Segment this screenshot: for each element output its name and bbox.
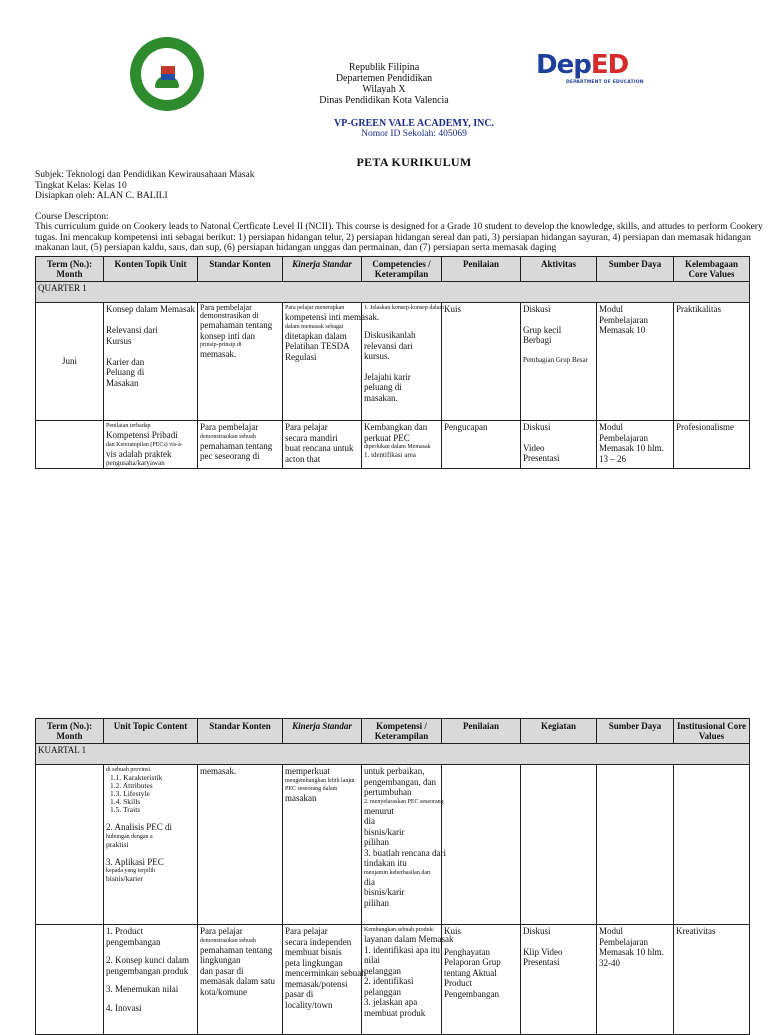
curriculum-table-1 [35,256,750,469]
month-cell: Juni [36,303,104,421]
text-line: 2. Analisis PEC di [106,822,173,832]
seal-flag-stripe [161,74,175,80]
assessment-cell [442,765,521,925]
month-cell [36,765,104,925]
col-header-resources: Sumber Daya [597,719,674,744]
seal-inner [141,48,193,100]
text-line: 4. Inovasi [106,1002,142,1013]
topic-cell [104,765,198,925]
table-row [36,303,750,421]
content-standard-cell [198,421,283,469]
text-line: mengembangkan lebih lanjut [285,777,355,784]
core-values-cell [674,765,750,925]
text-line: konsep inti dan [200,330,255,341]
quarter-label: KUARTAL 1 [36,744,750,765]
text-line: demonstrasikan sebuah [200,937,256,944]
text-line: Para pembelajar [200,422,259,432]
text-line: layanan dalam Memasak [364,934,454,944]
text-line: Berbagi [523,335,552,345]
text-line: Kuis [444,926,462,936]
activities-cell [521,421,597,469]
col-header-term: Term (No.): Month [36,257,104,282]
topic-cell [104,925,198,1035]
quarter-row [36,744,750,765]
month-cell [36,925,104,1035]
topic-line: Peluang di [106,367,145,377]
text-line: pilihan [364,897,389,908]
col-header-performance-standard: Kinerja Standar [283,719,362,744]
text-line: dia [364,816,375,826]
competencies-cell [362,765,446,925]
text-line: menurut [364,805,394,816]
text-line: masakan [285,792,317,803]
text-line: 3. Menemukan nilai [106,984,179,994]
text-line: Regulasi [285,351,317,362]
topic-line: Konsep dalam Memasak [106,304,195,314]
content-standard-cell [198,303,283,421]
performance-standard-cell [283,925,366,1035]
table-header-row [36,719,750,744]
text-line: demonstrasikan di [200,311,259,320]
text-line: Penilaian terhadap [106,423,151,429]
col-header-core-values: Institusional Core Values [674,719,750,744]
letterhead-line: Departemen Pendidikan [335,73,433,84]
list-item: 1.4. Skills [110,797,141,806]
resources-cell: Modul Pembelajaran Memasak 10 [597,303,674,421]
text-line: Pengembangan [444,988,499,999]
text-line: perkuat PEC [364,432,410,443]
grade-line: Tingkat Kelas: Kelas 10 [35,180,127,191]
course-description-text: This curriculum guide on Cookery leads to Natonal Certficate Level II (NCII). This course is designed for a Grade 10 student to develop the knowledge, skills, and attudes to perform Cookery tugas. Ini mencakup kompetensi inti sebagai berikut: 1) persiapan hidangan telur, 2) persiapan hidangan sereal dan pati, 3) persiapan hidangan sayuran, 4) persiapan dan memasak hidangan makanan laut, (5) persiapan kaldu, saus, dan sup, (6) persiapan hidangan unggas dan permainan, dan (7) persiapan serta memasak daging [35,222,763,253]
col-header-assessment: Penilaian [442,257,521,282]
prepared-by-line: Disiapkan oleh: ALAN C. BALILI [35,191,168,201]
col-header-resources: Sumber Daya [597,257,674,282]
text-line: pelanggan [364,965,401,976]
school-seal-logo [130,37,204,111]
document-meta [35,170,765,254]
school-name: VP-GREEN VALE ACADEMY, INC. [333,118,495,129]
topic-line: Masakan [106,377,139,388]
text-line: Kembangkan dan [364,422,428,432]
text-line: mencerminkan sebuah [285,968,366,978]
text-line: 2. identifikasi [364,976,414,986]
core-values-cell: Profesionalisme [674,421,750,469]
list-item: 1.5. Traits [110,805,141,814]
text-line: Jelajahi karir [364,371,411,382]
col-header-term: Term (No.): Month [36,719,104,744]
text-line: Presentasi [523,957,560,967]
text-line: peta lingkungan [285,957,343,968]
col-header-performance-standard: Kinerja Standar [283,257,362,282]
col-header-core-values: Kelembagaan Core Values [674,257,750,282]
text-line: Klip Video [523,946,563,957]
topic-line: Kursus [106,335,132,346]
resources-cell: Modul Pembelajaran Memasak 10 hlm. 32-40 [597,925,674,1035]
page-title: PETA KURIKULUM [356,155,472,169]
text-line: Para pelajar [285,926,328,936]
text-line: prinsip-prinsip di [200,342,242,348]
text-line: Diskusikanlah [364,330,416,340]
text-line: relevansi dari [364,340,413,351]
text-line: Kembangkan sebuah produk/ [364,927,435,933]
text-line: vis adalah praktek [106,448,172,459]
text-line: pengembangan [106,936,161,947]
text-line: pemahaman tentang [200,944,273,955]
core-values-cell: Praktikalitas [674,303,750,421]
text-line: memasak/potensi [285,978,348,989]
topic-line [106,315,195,326]
text-line: bisnis/karier [106,874,144,883]
col-header-competencies: Competencies / Keterampilan [362,257,442,282]
text-line: pemahaman tentang [200,440,273,451]
subject-line: Subjek: Teknologi dan Pendidikan Kewirausahaan Masak [35,170,255,180]
text-line: Pengucapan [444,422,488,432]
text-line: pengembangan produk [106,965,189,976]
text-line: kepada yang terpilih [106,868,155,874]
text-line: demonstrasikan sebuah [200,433,256,440]
text-line: hubungan dengan a [106,833,153,840]
text-line: Diskusi [523,304,551,314]
quarter-row [36,282,750,303]
text-line: Diskusi [523,422,551,432]
text-line: dan pasar di [200,965,244,976]
text-line: kompetensi inti memasak. [285,312,380,322]
col-header-topic: Unit Topic Content [104,719,198,744]
text-line: nilai [364,955,380,965]
text-line: Pembagian Grup Besar [523,355,588,364]
text-line: ditetapkan dalam [285,330,347,341]
school-id: Nomor ID Sekolah: 405069 [361,129,467,139]
text-line: memasak dalam satu [200,976,275,986]
resources-cell [597,765,674,925]
assessment-cell: Kuis [442,303,521,421]
text-line: secara mandiri [285,432,338,443]
col-header-activities: Aktivitas [521,257,597,282]
letterhead [300,62,468,106]
text-line: Para pembelajar [200,303,252,312]
content-standard-cell: memasak. [198,765,283,925]
text-line: pemahaman tentang [200,320,273,330]
text-line: pengusaha/karyawan [106,459,165,467]
col-header-topic: Konten Topik Unit [104,257,198,282]
text-line: Product [444,978,472,988]
competencies-cell [362,421,442,469]
text-line: menjamin keberhasilan dari [364,869,431,876]
text-line: pilihan [364,837,389,847]
text-line: acton that [285,453,321,464]
table-header-row [36,257,750,282]
list-item: 1.3. Lifestyle [110,789,150,798]
list-item: 1.2. Attributes [110,781,153,790]
month-cell [36,421,104,469]
text-line: lingkungan [200,955,241,965]
text-line: pengembangan, dan [364,776,436,787]
text-line: 1. identifikasi apa itu [364,944,440,955]
seal-flag-icon [161,66,175,74]
text-line: Penghayatan [444,946,490,957]
text-line: memperkuat [285,766,330,776]
col-header-assessment: Penilaian [442,719,521,744]
text-line: 2. Konsep kunci dalam [106,955,189,965]
text-line: Para pelajar menerapkan [285,305,345,311]
text-line: pelanggan [364,986,401,997]
text-line: 3. jelaskan apa [364,997,418,1007]
text-line: Para pelajar [285,422,328,432]
topic-cell [104,303,198,421]
text-line: tentang Aktual [444,967,497,978]
text-line: Diskusi [523,926,551,936]
text-line: dia [364,876,375,887]
topic-cell [104,421,198,469]
text-line: bisnis/karir [364,887,405,897]
text-line: 3. buatlah rencana dari [364,847,446,858]
text-line: Para pelajar [200,926,243,936]
text-line: memasak. [200,349,237,359]
text-line: peluang di [364,382,402,392]
topic-line: Relevansi dari [106,325,158,335]
text-line: buat rencana untuk [285,443,354,453]
text-line: tindakan itu [364,858,407,868]
curriculum-table-2 [35,718,750,1035]
text-line: diperlukan dalam Memasak [364,444,431,450]
resources-cell: Modul Pembelajaran Memasak 10 hlm. 13 – 26 [597,421,674,469]
text-line: Pelatihan TESDA [285,341,350,351]
table-row [36,925,750,1035]
core-values-cell: Kreativitas [674,925,750,1035]
text-line: membuat bisnis [285,947,342,957]
text-line: Grup kecil [523,324,562,335]
content-standard-cell [198,925,283,1035]
text-line: untuk perbaikan, [364,766,425,776]
letterhead-line: Dinas Pendidikan Kota Valencia [319,95,449,106]
text-line: Video [523,442,545,453]
text-line: di sebuah provinsi. [106,767,152,773]
text-line: dan Keterampilan (PECs) vis-à- [106,441,183,448]
activities-cell [521,303,597,421]
deped-logo-subtitle: DEPARTMENT OF EDUCATION [566,80,644,85]
letterhead-line: Republik Filipina [348,62,420,73]
activities-cell [521,925,597,1035]
col-header-content-standard: Standar Konten [198,257,283,282]
text-line: PEC seseorang dalam [285,785,338,792]
text-line: praktisi [106,839,129,849]
text-line: 2. menyelaraskan PEC seseorang [364,798,444,805]
text-line: secara independen [285,936,352,947]
text-line: 3. Aplikasi PEC [106,856,164,867]
activities-cell [521,765,597,925]
col-header-activities: Kegiatan [521,719,597,744]
col-header-content-standard: Standar Konten [198,719,283,744]
text-line: bisnis/karir [364,826,405,837]
text-line: locality/town [285,999,333,1010]
text-line: masakan. [364,392,398,403]
table-row [36,765,750,925]
text-line: pec seseorang di [200,451,260,461]
text-line: membuat produk [364,1007,426,1018]
col-header-competencies: Kompetensi / Keterampilan [362,719,442,744]
assessment-cell [442,925,521,1035]
list-item: 1.1. Karakteristik [110,773,163,782]
course-description-label: Course Descripton: [35,211,109,222]
text-line: dalam memasak sebagai [285,323,344,330]
text-line: Pelaporan Grup [444,957,501,967]
topic-line: Karier dan [106,356,145,367]
text-line: pertumbuhan [364,787,412,797]
table-row [36,421,750,469]
text-line: Presentasi [523,453,560,463]
text-line: kursus. [364,351,390,361]
text-line: kota/komune [200,986,247,997]
topic-line [106,346,195,357]
text-line: 1. Product [106,926,143,936]
quarter-label: QUARTER 1 [36,282,750,303]
deped-logo: DepED [536,50,629,80]
text-line: pasar di [285,989,314,999]
letterhead-line: Wilayah X [362,84,406,95]
assessment-cell [442,421,521,469]
performance-standard-cell [283,421,362,469]
text-line: 1. Jelaskan konsep-konsep dalam [364,305,444,311]
performance-standard-cell [283,765,362,925]
topic-list [106,774,195,814]
text-line: Kompetensi Pribadi [106,430,178,440]
text-line: 1. identifikasi area [364,451,416,459]
